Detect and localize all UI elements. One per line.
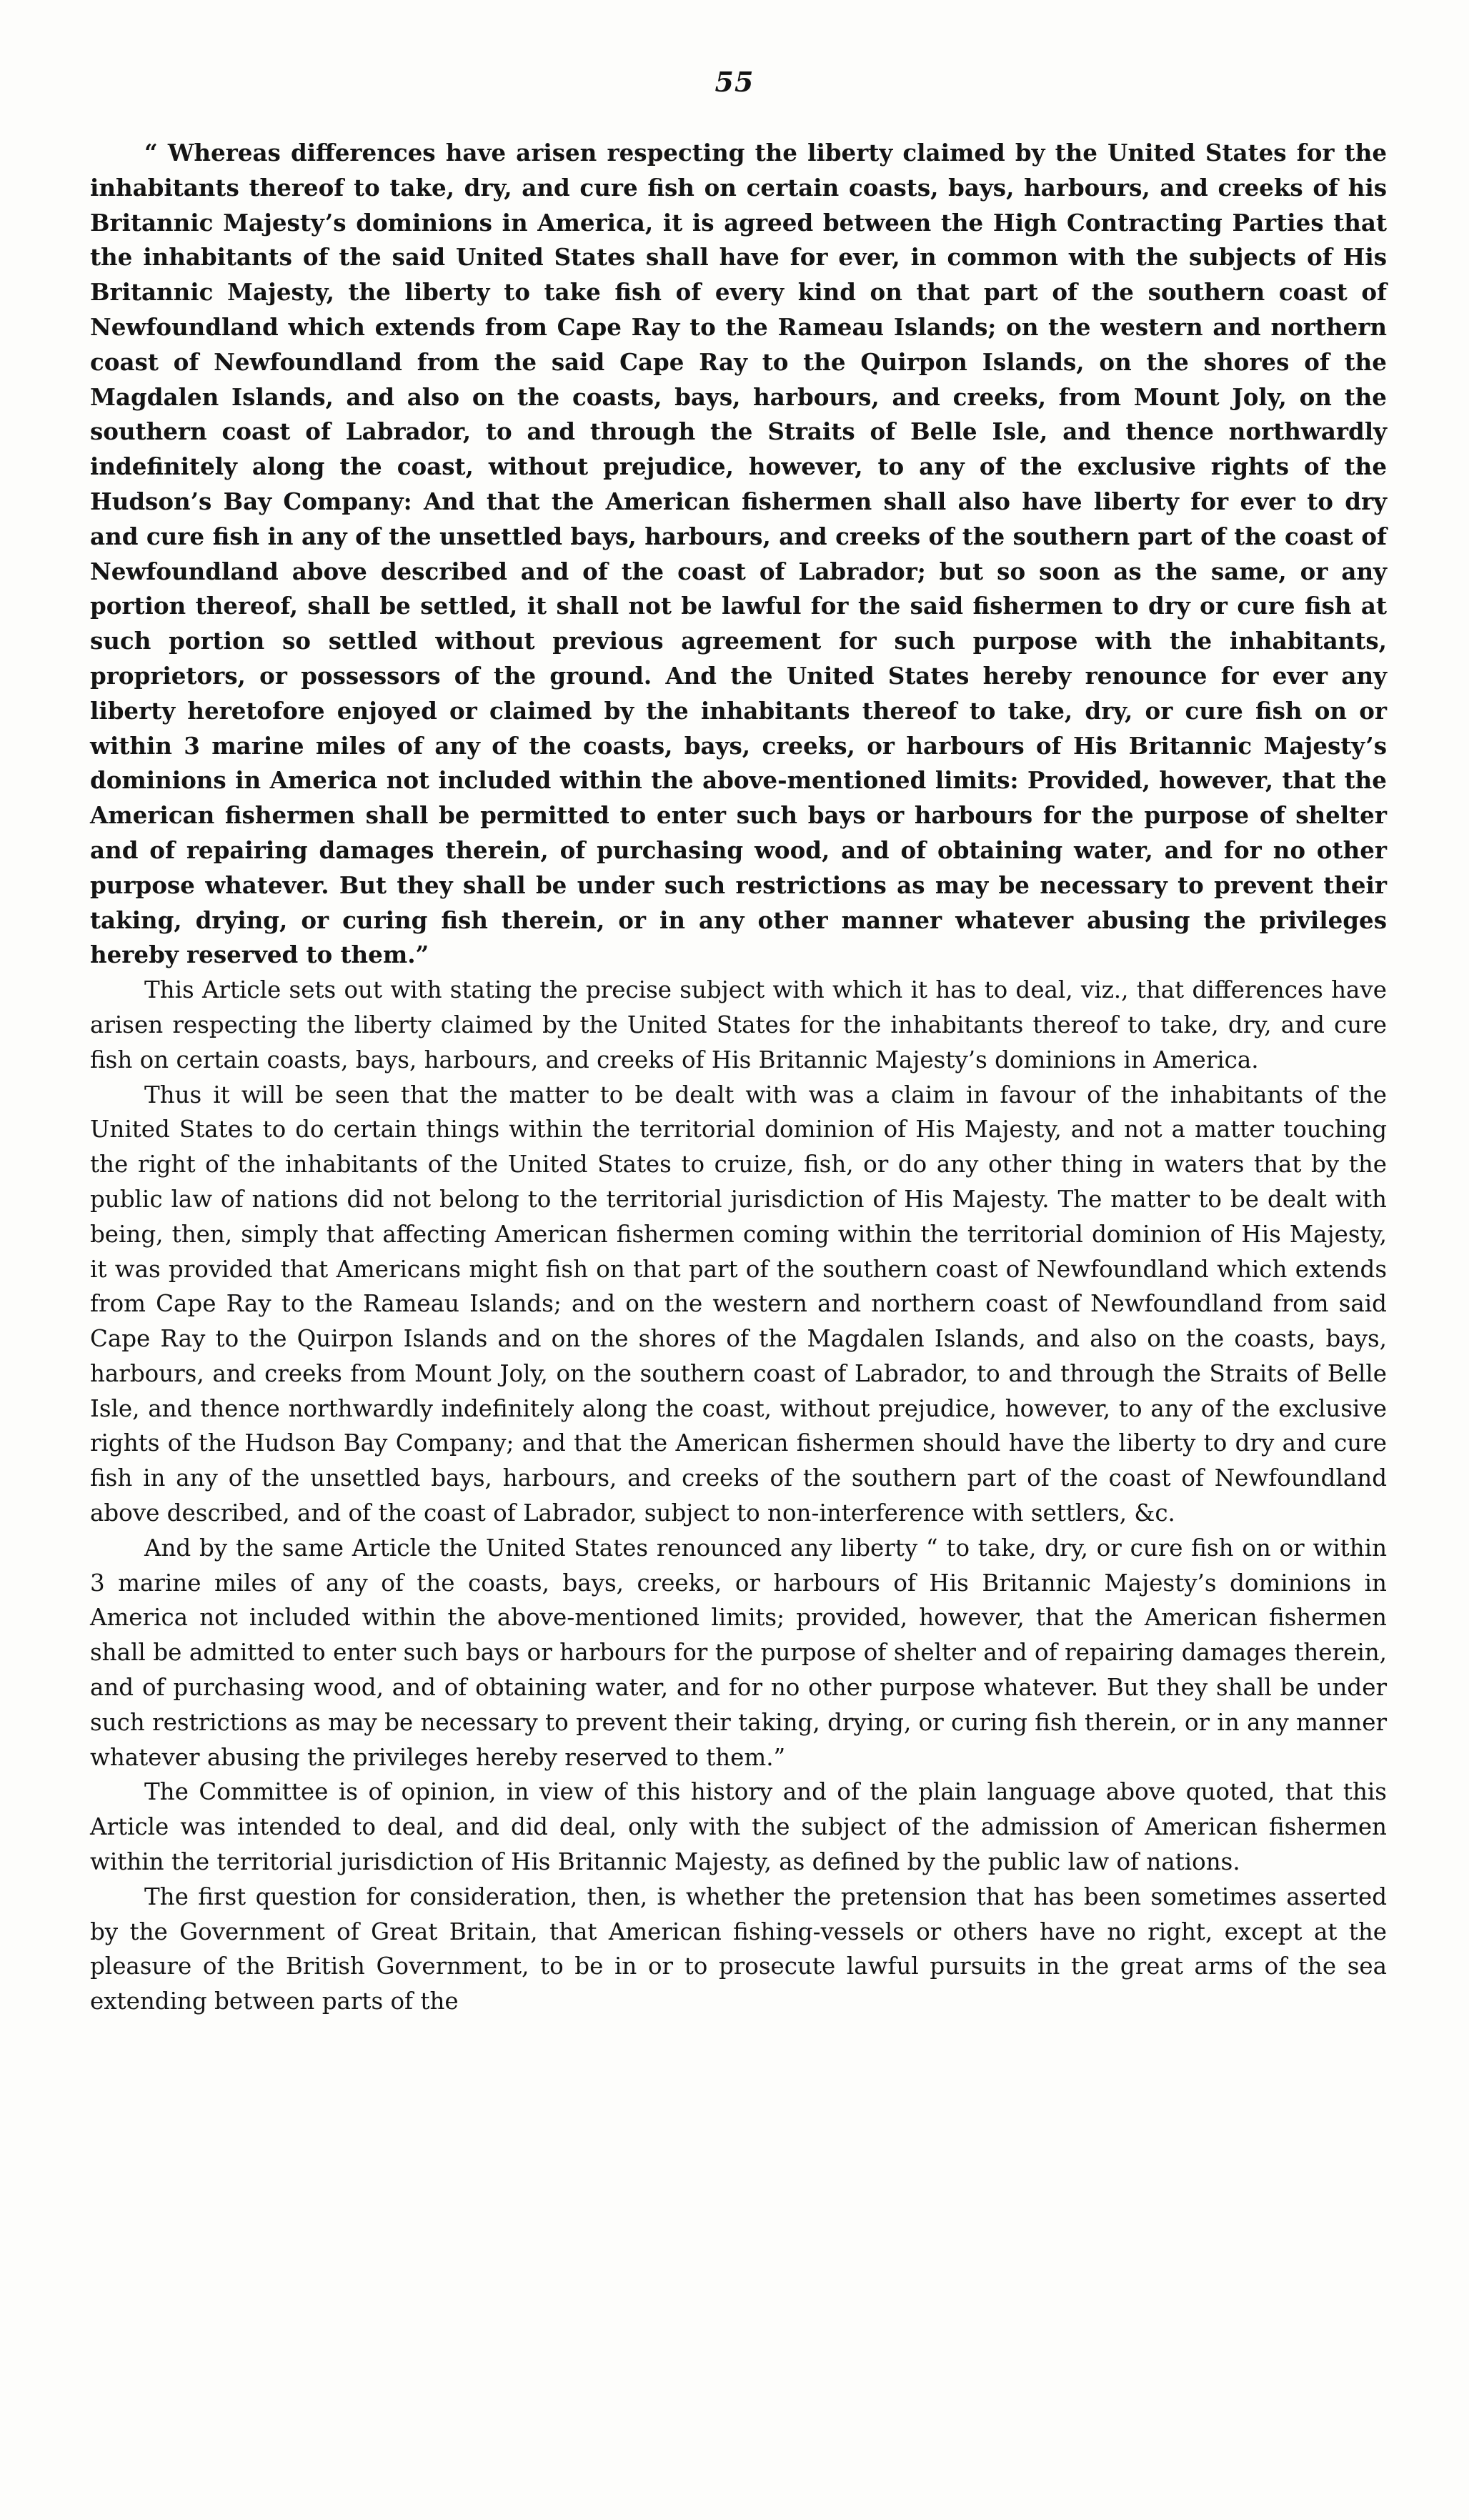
paragraph-territorial-dominion: Thus it will be seen that the matter to be dealt with was a claim in favour of the inhabitants of the United States to do certain things within the territorial dominion of His Majesty, and not a matter touching the right of the inhabitants of the United States to cruize, fish, or do any other thing in waters that by the public law of nations did not belong to the territorial jurisdiction of His Majesty. The matter to be dealt with being, then, simply that affecting American fishermen coming within the territorial dominion of His Majesty, it was provided that Americans might fish on that part of the southern coast of Newfoundland which extends from Cape Ray to the Rameau Islands; and on the western and northern coast of Newfoundland from said Cape Ray to the Quirpon Islands and on the shores of the Magdalen Islands, and also on the coasts, bays, harbours, and creeks from Mount Joly, on the southern coast of Labrador, to and through the Straits of Belle Isle, and thence northwardly indefinitely along the coast, without prejudice, however, to any of the exclusive rights of the Hudson Bay Company; and that the American fishermen should have the liberty to dry and cure fish in any of the unsettled bays, harbours, and creeks of the southern part of the coast of Newfoundland above described, and of the coast of Labrador, subject to non-interference with settlers, &c.: [90, 1081, 1387, 1527]
paragraph-renunciation: And by the same Article the United States renounced any liberty “ to take, dry, or cure fish on or within 3 marine miles of any of the coasts, bays, creeks, or harbours of His Britannic Majesty’s dominions in America not included within the above-mentioned limits; provided, however, that the American fishermen shall be admitted to enter such bays or harbours for the purpose of shelter and of repairing damages therein, and of purchasing wood, and of obtaining water, and for no other purpose whatever. But they shall be under such restrictions as may be necessary to prevent their taking, drying, or curing fish therein, or in any manner whatever abusing the privileges hereby reserved to them.”: [90, 1534, 1387, 1771]
body-text: [90, 136, 1387, 2019]
paragraph-first-question: The first question for consideration, then, is whether the pretension that has been sometimes asserted by the Government of Great Britain, that American fishing-vessels or others have no right, except at the pleasure of the British Government, to be in or to prosecute lawful pursuits in the great arms of the sea extending between parts of the: [90, 1882, 1387, 2015]
treaty-article-quote: “ Whereas differences have arisen respecting the liberty claimed by the United States for the inhabitants thereof to take, dry, and cure fish on certain coasts, bays, harbours, and creeks of his Britannic Majesty’s dominions in America, it is agreed between the High Contracting Parties that the inhabitants of the said United States shall have for ever, in common with the subjects of His Britannic Majesty, the liberty to take fish of every kind on that part of the southern coast of Newfoundland which extends from Cape Ray to the Rameau Islands; on the western and northern coast of Newfoundland from the said Cape Ray to the Quirpon Islands, on the shores of the Magdalen Islands, and also on the coasts, bays, harbours, and creeks, from Mount Joly, on the southern coast of Labrador, to and through the Straits of Belle Isle, and thence northwardly indefinitely along the coast, without prejudice, however, to any of the exclusive rights of the Hudson’s Bay Company: And that the American fishermen shall also have liberty for ever to dry and cure fish in any of the unsettled bays, harbours, and creeks of the southern part of the coast of Newfoundland above described and of the coast of Labrador; but so soon as the same, or any portion thereof, shall be settled, it shall not be lawful for the said fishermen to dry or cure fish at such portion so settled without previous agreement for such purpose with the inhabitants, proprietors, or possessors of the ground. And the United States hereby renounce for ever any liberty heretofore enjoyed or claimed by the inhabitants thereof to take, dry, or cure fish on or within 3 marine miles of any of the coasts, bays, creeks, or harbours of His Britannic Majesty’s dominions in America not included within the above-mentioned limits: Provided, however, that the American fishermen shall be permitted to enter such bays or harbours for the purpose of shelter and of repairing damages therein, of purchasing wood, and of obtaining water, and for no other purpose whatever. But they shall be under such restrictions as may be necessary to prevent their taking, drying, or curing fish therein, or in any other manner whatever abusing the privileges hereby reserved to them.”: [90, 139, 1387, 969]
paragraph-article-subject: This Article sets out with stating the precise subject with which it has to deal, viz., that differences have arisen respecting the liberty claimed by the United States for the inhabitants thereof to take, dry, and cure fish on certain coasts, bays, harbours, and creeks of His Britannic Majesty’s dominions in America.: [90, 976, 1387, 1073]
paragraph-committee-opinion: The Committee is of opinion, in view of this history and of the plain language above quoted, that this Article was intended to deal, and did deal, only with the subject of the admission of American fishermen within the territorial jurisdiction of His Britannic Majesty, as defined by the public law of nations.: [90, 1778, 1387, 1876]
page-number: 55: [714, 66, 755, 98]
